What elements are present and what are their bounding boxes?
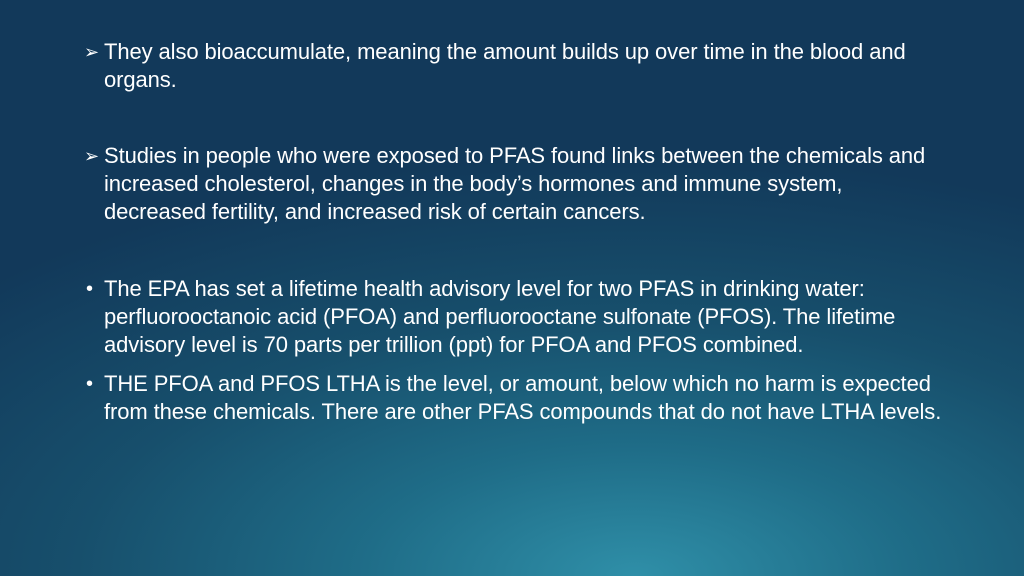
bullet-item-studies <box>84 142 944 226</box>
bullet-text: The EPA has set a lifetime health advisory level for two PFAS in drinking water: perfluorooctanoic acid (PFOA) and perfluorooctane sulfonate (PFOS). The lifetime advisory level is 70 parts per trillion (ppt) for PFOA and PFOS combined. <box>104 276 896 357</box>
bullet-item-epa-advisory <box>84 275 944 359</box>
bullet-text: They also bioaccumulate, meaning the amount builds up over time in the blood and organs. <box>104 39 906 92</box>
bullet-text: THE PFOA and PFOS LTHA is the level, or amount, below which no harm is expected from these chemicals. There are other PFAS compounds that do not have LTHA levels. <box>104 371 942 424</box>
dot-bullet-icon: • <box>86 278 93 300</box>
bullet-list <box>84 38 944 426</box>
bullet-item-ltha <box>84 370 944 426</box>
bullet-text: Studies in people who were exposed to PFAS found links between the chemicals and increased cholesterol, changes in the body’s hormones and immune system, decreased fertility, and increased risk of certain cancers. <box>104 143 926 224</box>
bullet-item-bioaccumulate <box>84 38 944 94</box>
arrow-bullet-icon: ➢ <box>84 146 99 166</box>
arrow-bullet-icon: ➢ <box>84 42 99 62</box>
dot-bullet-icon: • <box>86 373 93 395</box>
